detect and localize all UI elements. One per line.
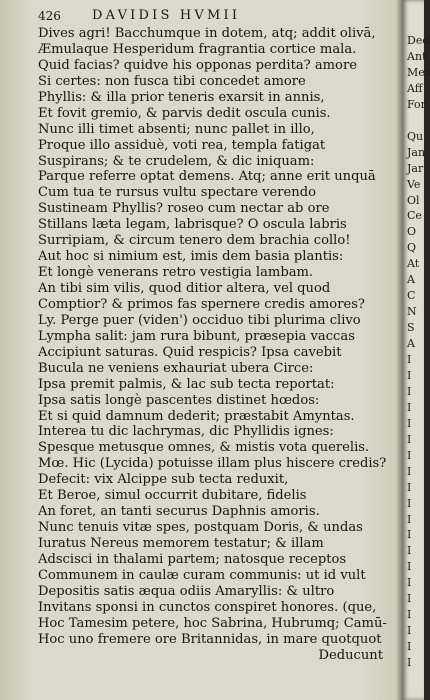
adjacent-page-fragment: Jar	[407, 161, 424, 175]
adjacent-page-fragment: Ve	[407, 177, 421, 191]
adjacent-page-fragment: Aff	[407, 81, 423, 95]
text-line: Et Beroe, simul occurrit dubitare, fidelis	[38, 488, 307, 504]
text-line: Proque illo assiduè, voti rea, templa fatigat	[38, 137, 326, 153]
text-line: Surripiam, & circum tenero dem brachia collo!	[38, 233, 351, 249]
text-line: Æmulaque Hesperidum fragrantia cortice mala.	[38, 41, 357, 57]
text-line: Et si quid damnum dederit; præstabit Amyntas.	[38, 408, 355, 424]
page-number: 426	[38, 9, 61, 23]
text-line: Parque referre optat demens. Atq; anne erit unquā	[38, 169, 376, 185]
text-line: Si certes: non fusca tibi concedet amore	[38, 73, 306, 89]
adjacent-page-fragment: Qu	[407, 129, 424, 143]
adjacent-page-fragment: I	[407, 464, 412, 478]
adjacent-page-fragment: I	[407, 544, 412, 558]
text-line: Adscisci in thalami partem; natosque receptos	[38, 551, 347, 567]
text-line: Aut hoc si nimium est, imis dem basia plantis:	[38, 249, 344, 265]
text-line: Depositis satis æqua odiis Amaryllis: & ultro	[38, 583, 335, 599]
adjacent-page-fragment: A	[407, 273, 415, 287]
text-line: Ly. Perge puer (viden') occiduo tibi plurima clivo	[38, 312, 361, 328]
adjacent-page-fragment: I	[407, 496, 412, 510]
text-line: Sustineam Phyllis? roseo cum nectar ab ore	[38, 201, 330, 217]
text-line: Mœ. Hic (Lycida) potuisse illam plus hiscere credis?	[38, 456, 387, 472]
adjacent-page-fragment: I	[407, 512, 412, 526]
adjacent-page-fragment: I	[407, 592, 412, 606]
text-line: Nunc illi timet absenti; nunc pallet in illo,	[38, 121, 315, 137]
adjacent-page-fragment: Ded	[407, 34, 430, 47]
page-header	[38, 6, 376, 26]
adjacent-page-fragment: I	[407, 608, 412, 622]
text-line: An foret, an tanti securus Daphnis amoris.	[38, 504, 320, 520]
adjacent-page-fragment: I	[407, 624, 412, 638]
adjacent-page-fragment: I	[407, 560, 412, 574]
text-line: Communem in caulæ curam communis: ut id vult	[38, 567, 366, 583]
running-head: DAVIDIS HVMII	[92, 8, 241, 23]
text-line: Stillans læta legam, labrisque? O oscula labris	[38, 217, 347, 233]
text-line: Lympha salit: jam rura bibunt, præsepia vaccas	[38, 328, 355, 344]
adjacent-page-fragment: I	[407, 656, 412, 670]
text-line: Ipsa satis longè pascentes distinet hœdos:	[38, 392, 320, 408]
text-line: Cum tua te rursus vultu spectare verendo	[38, 185, 316, 201]
text-line: Defecit: vix Alcippe sub tecta reduxit,	[38, 472, 289, 488]
text-line: Hoc Tamesim petere, hoc Sabrina, Hubrumq; Camū-	[38, 615, 387, 631]
text-line: Hoc uno fremere ore Britannidas, in mare quotquot	[38, 631, 382, 647]
adjacent-page-fragment: For	[407, 97, 426, 111]
text-line: Suspirans; & te crudelem, & dic iniquam:	[38, 153, 315, 169]
adjacent-page-fragment: Ol	[407, 193, 420, 207]
text-line: An tibi sim vilis, quod ditior altera, vel quod	[38, 281, 331, 296]
adjacent-page-fragment: I	[407, 384, 412, 398]
text-line: Comptior? & primos fas spernere credis amores?	[38, 296, 365, 312]
adjacent-page-fragment: S	[407, 321, 415, 335]
text-line: Spesque metusque omnes, & mistis vota querelis.	[38, 440, 370, 456]
adjacent-page-fragment: I	[407, 640, 412, 654]
adjacent-page-fragment: I	[407, 576, 412, 590]
adjacent-page-fragment: Q	[407, 241, 417, 255]
text-line: Ipsa premit palmis, & lac sub tecta reportat:	[38, 376, 335, 392]
adjacent-page-fragment: I	[407, 528, 412, 542]
adjacent-page-fragment: C	[407, 289, 416, 303]
text-line: Dives agri! Bacchumque in dotem, atq; addit olivā,	[38, 26, 376, 41]
adjacent-page-fragment: I	[407, 400, 412, 414]
adjacent-page-fragment: I	[407, 353, 412, 366]
adjacent-page-fragment: Ant	[407, 49, 427, 63]
adjacent-page-fragment: N	[407, 305, 417, 319]
adjacent-page-fragment: Ce	[407, 209, 422, 223]
text-line: Bucula ne veniens exhauriat ubera Circe:	[38, 360, 314, 376]
text-line: Phyllis: & illa prior teneris exarsit in annis,	[38, 89, 325, 105]
adjacent-page-fragment: I	[407, 416, 412, 430]
text-line: Invitans sponsi in cunctos conspiret honores. (que,	[38, 599, 377, 615]
catchword: Deducunt	[318, 647, 383, 663]
adjacent-page-fragment: A	[407, 337, 415, 351]
adjacent-page-fragment: I	[407, 432, 412, 446]
text-line: Et longè venerans retro vestigia lambam.	[38, 265, 314, 281]
text-line: Quid facias? quidve his opponas perdita? amore	[38, 57, 357, 73]
adjacent-page-fragment: O	[407, 225, 417, 239]
adjacent-page-edge	[402, 0, 430, 700]
adjacent-page-fragment: I	[407, 368, 412, 382]
text-line: Iuratus Nereus memorem testatur; & illam	[38, 536, 324, 551]
text-line: Et fovit gremio, & parvis dedit oscula cunis.	[38, 105, 331, 121]
text-line: Nunc tenuis vitæ spes, postquam Doris, & undas	[38, 520, 363, 536]
text-line: Interea tu dic lachrymas, dic Phyllidis ignes:	[38, 424, 334, 440]
adjacent-page-fragment: I	[407, 448, 412, 462]
adjacent-page-fragment: At	[407, 257, 420, 271]
adjacent-page-fragment: I	[407, 480, 412, 494]
text-line: Accipiunt saturas. Quid respicis? Ipsa cavebit	[38, 344, 342, 360]
poem-text	[38, 26, 387, 664]
adjacent-page-fragment: Jan	[407, 145, 426, 159]
adjacent-page-fragment: Mes	[407, 65, 430, 79]
